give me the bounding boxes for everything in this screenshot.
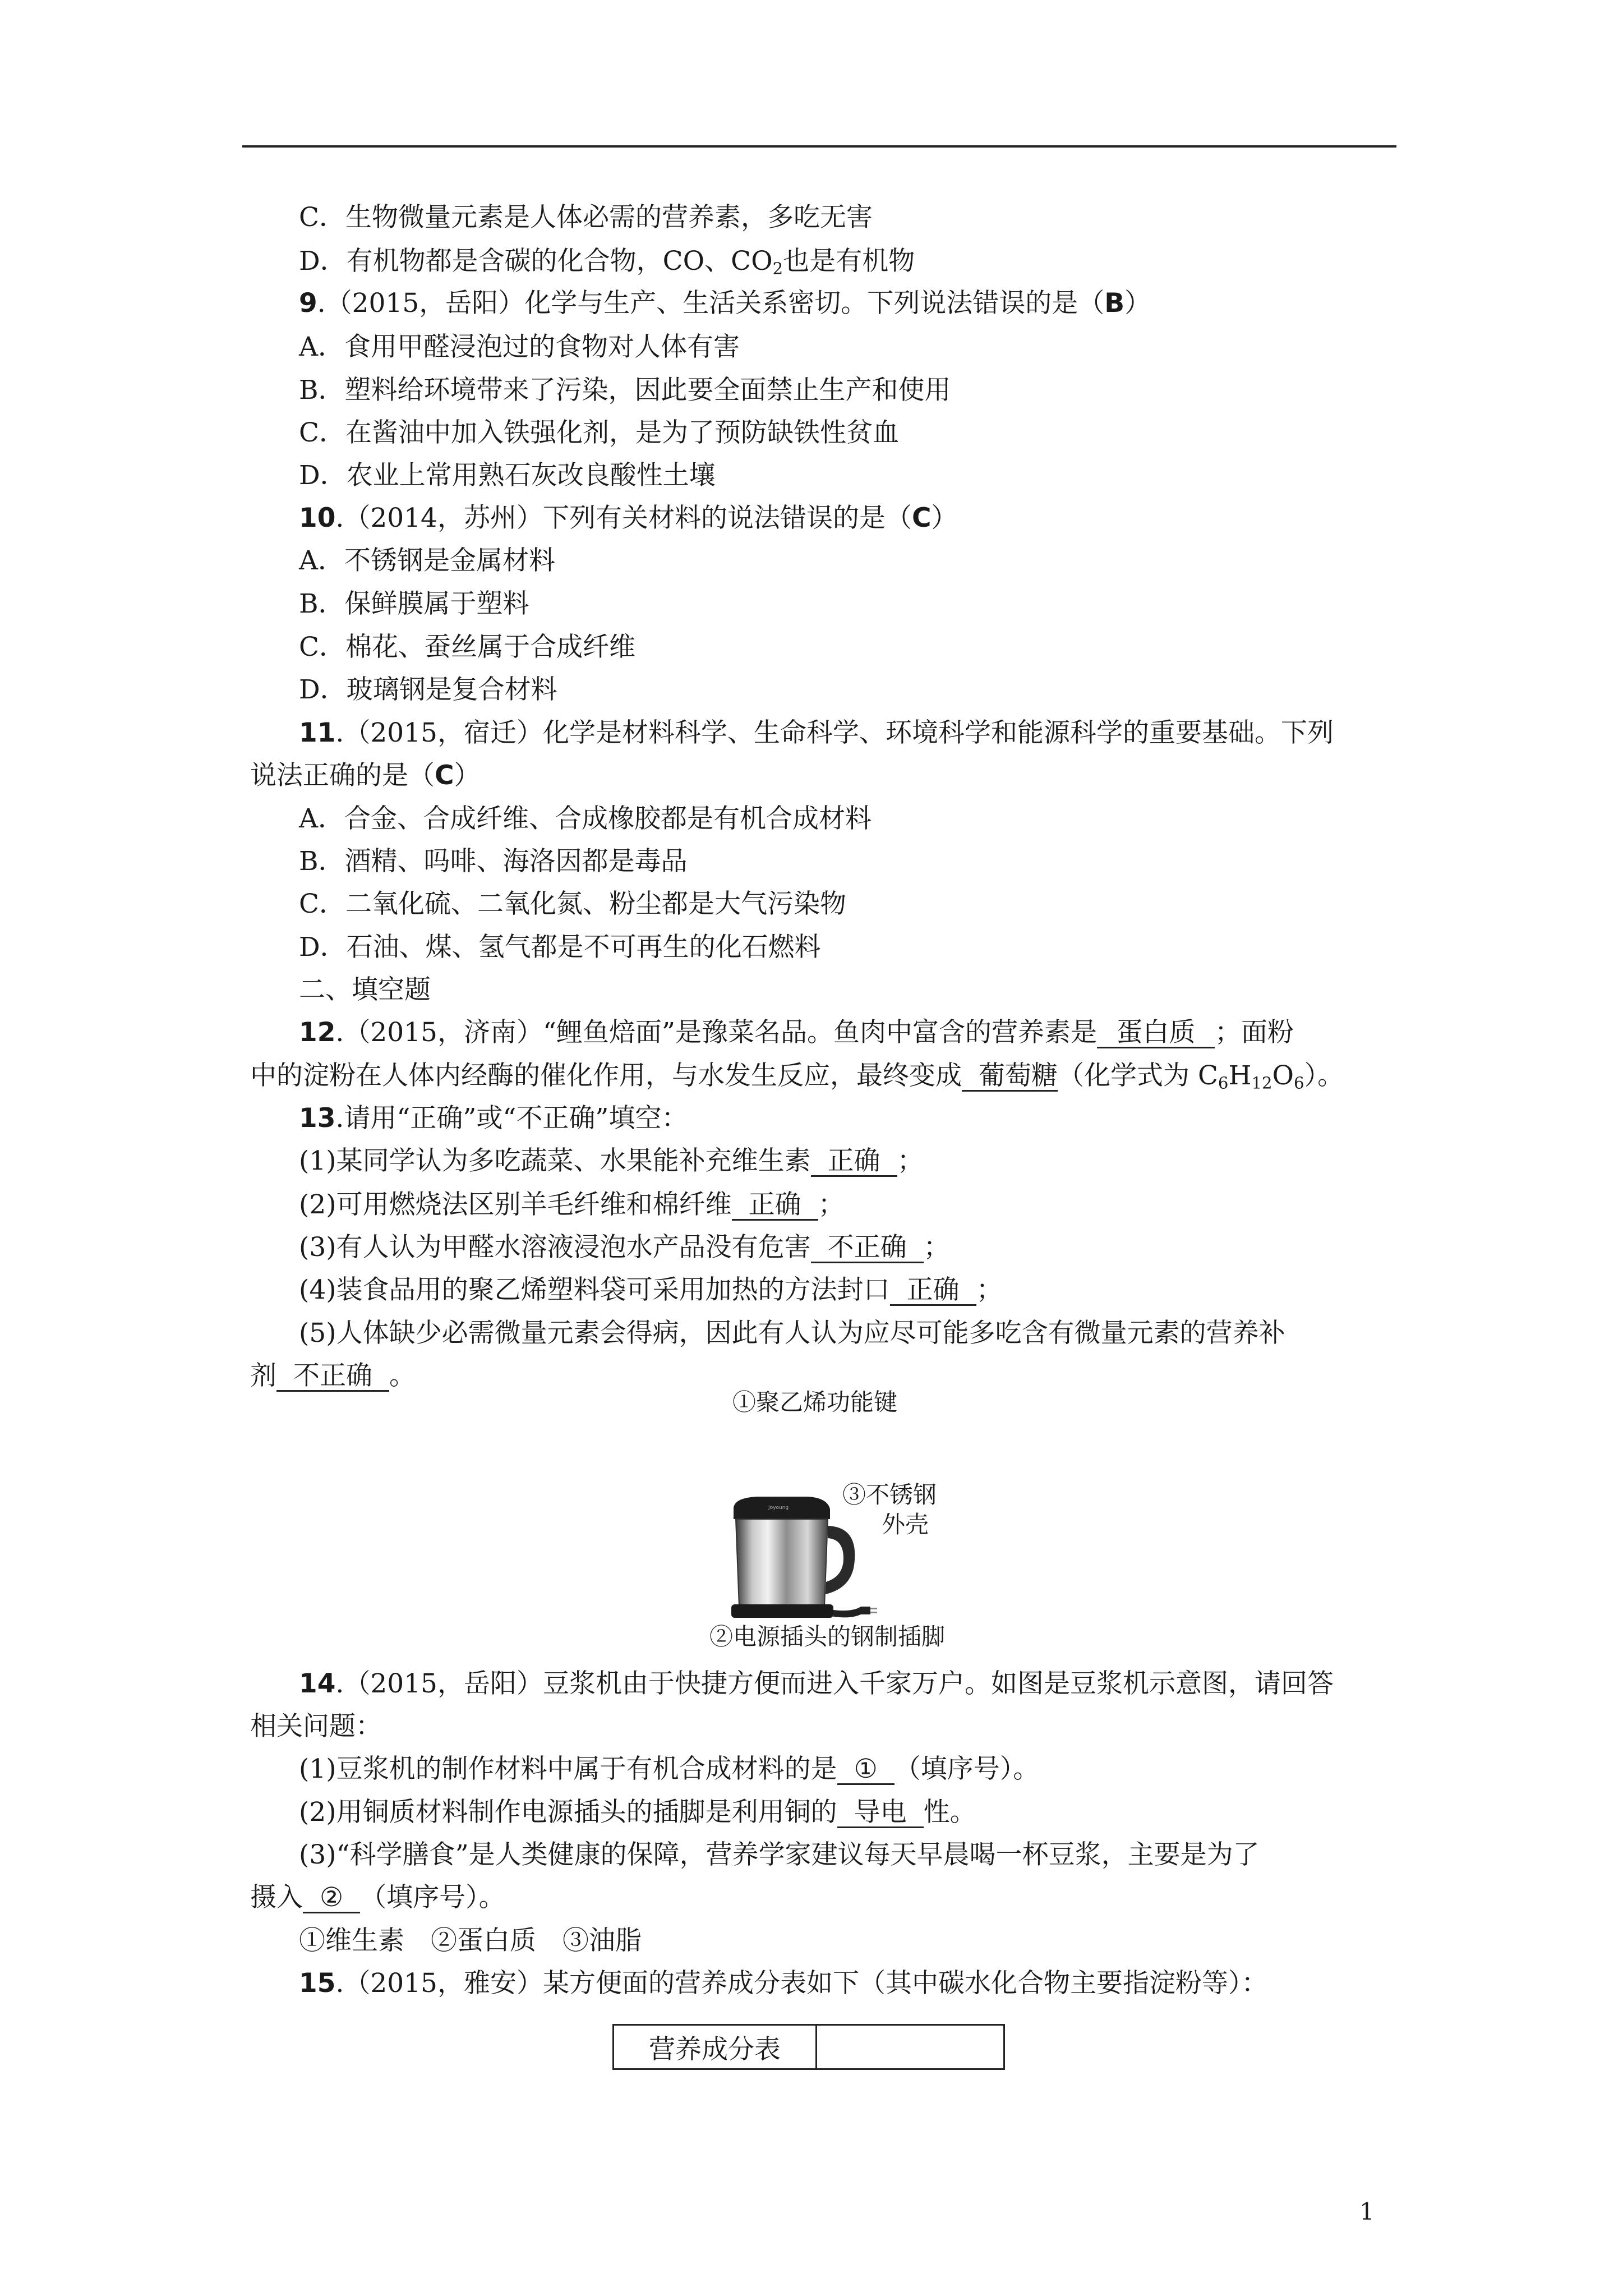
q15-stem: 15.（2015，雅安）某方便面的营养成分表如下（其中碳水化合物主要指淀粉等）： — [299, 1968, 1268, 1999]
q14-part3-line2: 摄入 ② （填序号）。 — [250, 1882, 505, 1913]
header-rule — [242, 145, 1396, 148]
q11-option-c: C．二氧化硫、二氧化氮、粉尘都是大气污染物 — [299, 889, 846, 919]
figure-label-3a: ③不锈钢 — [842, 1481, 937, 1508]
q13-item1: (1)某同学认为多吃蔬菜、水果能补充维生素 正确 ； — [299, 1145, 924, 1176]
q13-item4: (4)装食品用的聚乙烯塑料袋可采用加热的方法封口 正确 ； — [299, 1274, 1003, 1305]
q9-answer: B — [1104, 288, 1125, 319]
q14-part2-answer: 导电 — [837, 1798, 924, 1828]
nutrition-table-empty-cell — [817, 2026, 1003, 2068]
q13-item2-answer: 正确 — [732, 1191, 818, 1221]
q14-stem-line2: 相关问题： — [250, 1711, 382, 1742]
q12-line2: 中的淀粉在人体内经酶的催化作用，与水发生反应，最终变成 葡萄糖（化学式为 $C_6H_{12}O_6$）。 — [250, 1060, 1344, 1093]
q12-blank1: 蛋白质 — [1097, 1019, 1215, 1048]
q13-item4-answer: 正确 — [890, 1276, 976, 1306]
svg-text:Joyoung: Joyoung — [768, 1505, 789, 1511]
figure-label-3b: 外壳 — [882, 1511, 929, 1538]
q13-stem: 13.请用“正确”或“不正确”填空： — [299, 1103, 688, 1134]
q11-option-d: D．石油、煤、氢气都是不可再生的化石燃料 — [299, 932, 821, 963]
figure-label-2: ②电源插头的钢制插脚 — [709, 1623, 946, 1650]
q14-part1: (1)豆浆机的制作材料中属于有机合成材料的是 ① （填序号）。 — [299, 1754, 1040, 1784]
q13-item1-answer: 正确 — [811, 1147, 897, 1177]
q11-option-a: A．合金、合成纤维、合成橡胶都是有机合成材料 — [299, 803, 872, 834]
q11-stem-line1: 11.（2015，宿迁）化学是材料科学、生命科学、环境科学和能源科学的重要基础。下列 — [299, 717, 1334, 748]
q13-item3-answer: 不正确 — [811, 1234, 924, 1263]
nutrition-table-header: 营养成分表 — [614, 2026, 817, 2068]
q14-part1-answer: ① — [837, 1755, 895, 1785]
q9-option-c: C．在酱油中加入铁强化剂，是为了预防缺铁性贫血 — [299, 417, 899, 448]
q13-item2: (2)可用燃烧法区别羊毛纤维和棉纤维 正确 ； — [299, 1189, 845, 1220]
figure-label-1: ①聚乙烯功能键 — [732, 1388, 898, 1416]
q10-option-d: D．玻璃钢是复合材料 — [299, 674, 557, 705]
section-heading: 二、填空题 — [299, 974, 431, 1005]
q10-option-c: C．棉花、蚕丝属于合成纤维 — [299, 632, 635, 662]
q14-part3-answer: ② — [303, 1884, 360, 1913]
q10-option-a: A．不锈钢是金属材料 — [299, 545, 555, 576]
q14-stem-line1: 14.（2015，岳阳）豆浆机由于快捷方便而进入千家万户。如图是豆浆机示意图，请回答 — [299, 1668, 1334, 1699]
q9-stem: 9.（2015，岳阳）化学与生产、生活关系密切。下列说法错误的是（B） — [299, 288, 1151, 319]
q10-answer: C — [911, 503, 932, 533]
q8-option-d: D．有机物都是含碳的化合物，CO、$CO_2$也是有机物 — [299, 246, 915, 278]
q9-option-a: A．食用甲醛浸泡过的食物对人体有害 — [299, 332, 740, 362]
q11-answer: C — [435, 760, 454, 791]
q12-blank2: 葡萄糖 — [962, 1062, 1058, 1092]
q9-option-b: B．塑料给环境带来了污染，因此要全面禁止生产和使用 — [299, 375, 951, 406]
q10-stem: 10.（2014，苏州）下列有关材料的说法错误的是（C） — [299, 503, 958, 533]
q8-option-c: C．生物微量元素是人体必需的营养素，多吃无害 — [299, 202, 873, 233]
soymilk-machine-image — [723, 1492, 886, 1622]
q9-option-d: D．农业上常用熟石灰改良酸性土壤 — [299, 460, 716, 491]
q13-item5-answer: 不正确 — [276, 1362, 389, 1392]
q11-option-b: B．酒精、吗啡、海洛因都是毒品 — [299, 846, 688, 877]
q12-line1: 12.（2015，济南）“鲤鱼焙面”是豫菜名品。鱼肉中富含的营养素是 蛋白质 ；面粉 — [299, 1017, 1294, 1048]
q10-option-b: B．保鲜膜属于塑料 — [299, 588, 529, 619]
q13-item5-line2: 剂 不正确 。 — [250, 1360, 416, 1391]
q11-stem-line2: 说法正确的是（C） — [250, 760, 481, 791]
q14-choices: ①维生素 ②蛋白质 ③油脂 — [299, 1925, 642, 1956]
q14-part2: (2)用铜质材料制作电源插头的插脚是利用铜的 导电 性。 — [299, 1797, 976, 1828]
q13-item5-line1: (5)人体缺少必需微量元素会得病，因此有人认为应尽可能多吃含有微量元素的营养补 — [299, 1318, 1285, 1349]
page-number: 1 — [1359, 2198, 1375, 2225]
q14-part3-line1: (3)“科学膳食”是人类健康的保障，营养学家建议每天早晨喝一杯豆浆，主要是为了 — [299, 1839, 1260, 1870]
nutrition-table — [612, 2024, 1005, 2070]
q13-item3: (3)有人认为甲醛水溶液浸泡水产品没有危害 不正确 ； — [299, 1232, 950, 1263]
